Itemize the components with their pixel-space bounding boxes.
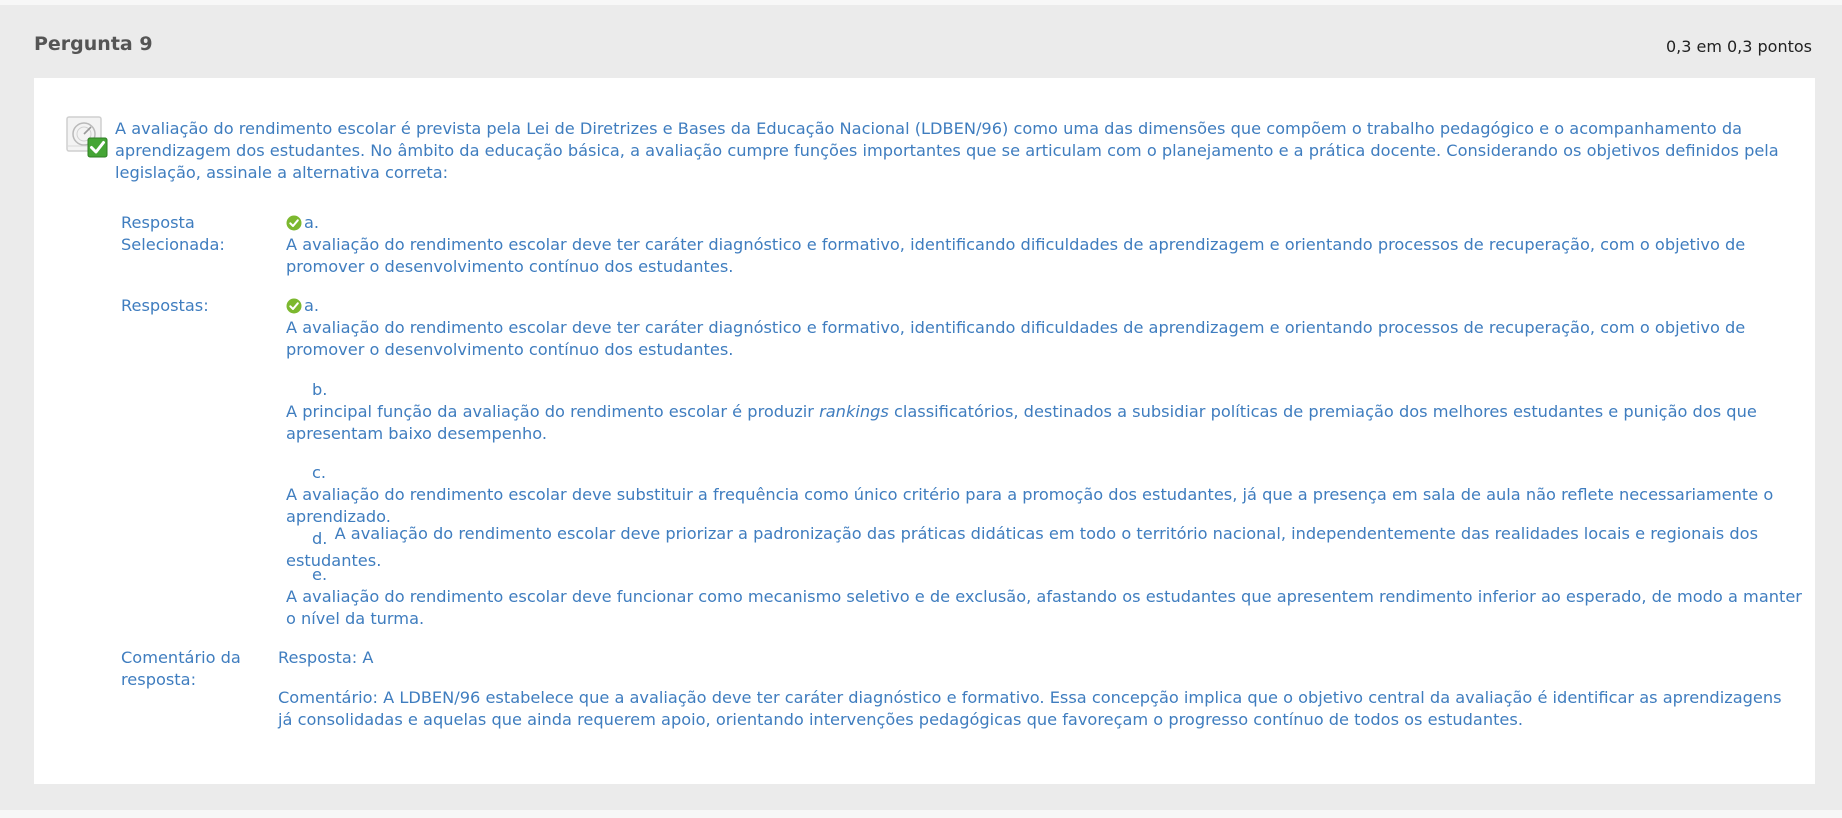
question-header bbox=[34, 33, 1812, 59]
check-icon bbox=[286, 215, 302, 231]
answer-option-letter-row bbox=[286, 295, 1806, 317]
question-points: 0,3 em 0,3 pontos bbox=[1665, 37, 1812, 56]
answer-option-text-part: A principal função da avaliação do rendimento escolar é produzir bbox=[286, 402, 820, 421]
selected-answer-label-line1: Resposta bbox=[121, 213, 195, 232]
question-panel bbox=[0, 5, 1842, 810]
answer-option-text: A avaliação do rendimento escolar deve substituir a frequência como único critério para a promoção dos estudantes, já que a presença em sala de aula não reflete necessariamente o aprendizado. bbox=[286, 485, 1774, 526]
check-icon bbox=[286, 298, 302, 314]
answer-option-a bbox=[286, 295, 1806, 361]
correct-answer-icon bbox=[66, 116, 108, 158]
answer-option-e bbox=[286, 564, 1806, 630]
answer-option-text-italic: rankings bbox=[819, 402, 889, 421]
answer-option-letter-row bbox=[286, 379, 1806, 401]
answers-label: Respostas: bbox=[121, 296, 209, 315]
answer-option-letter: a. bbox=[304, 296, 320, 315]
selected-answer-text: A avaliação do rendimento escolar deve ter caráter diagnóstico e formativo, identificando dificuldades de aprendizagem e orientando processos de recuperação, com o objetivo de promover o desenvolvimento contínuo dos estudantes. bbox=[286, 235, 1746, 276]
answer-option-letter: c. bbox=[312, 463, 327, 482]
answer-option-b bbox=[286, 379, 1806, 445]
feedback-comment: Comentário: A LDBEN/96 estabelece que a avaliação deve ter caráter diagnóstico e formativo. Essa concepção implica que o objetivo central da avaliação é identificar as aprendizagens já consolidadas e aquelas que ainda requerem apoio, orientando intervenções pedagógicas que favoreçam o progresso contínuo de todos os estudantes. bbox=[278, 688, 1782, 729]
selected-answer-letter-row bbox=[286, 212, 1806, 234]
answer-option-c bbox=[286, 462, 1806, 528]
answer-option-text-part: classificatórios, destinados a subsidiar políticas de premiação dos melhores estudantes e punição dos que apresentam baixo desempenho. bbox=[286, 402, 1757, 443]
feedback-content bbox=[278, 647, 1798, 731]
answer-option-letter: b. bbox=[312, 380, 328, 399]
answer-option-text: A avaliação do rendimento escolar deve ter caráter diagnóstico e formativo, identificando dificuldades de aprendizagem e orientando processos de recuperação, com o objetivo de promover o desenvolvimento contínuo dos estudantes. bbox=[286, 318, 1746, 359]
answer-option-text bbox=[286, 401, 1806, 445]
selected-answer-label-line2: Selecionada: bbox=[121, 235, 225, 254]
feedback-label-line1: Comentário da bbox=[121, 648, 241, 667]
answer-option-text: A avaliação do rendimento escolar deve priorizar a padronização das práticas didáticas em todo o território nacional, independentemente das realidades locais e regionais dos estudantes. bbox=[286, 524, 1759, 570]
answer-option-letter: d. bbox=[312, 529, 328, 548]
answer-option-letter: e. bbox=[312, 565, 328, 584]
question-card bbox=[34, 78, 1815, 784]
answer-option-letter-row bbox=[286, 564, 1806, 586]
question-text: A avaliação do rendimento escolar é prevista pela Lei de Diretrizes e Bases da Educação Nacional (LDBEN/96) como uma das dimensões que compõem o trabalho pedagógico e o acompanhamento da aprendizagem dos estudantes. No âmbito da educação básica, a avaliação cumpre funções importantes que se articulam com o planejamento e a prática docente. Considerando os objetivos definidos pela legislação, assinale a alternativa correta: bbox=[115, 119, 1779, 182]
selected-answer bbox=[286, 212, 1806, 278]
answer-option-letter-row bbox=[286, 523, 1806, 570]
answer-option-d bbox=[286, 523, 1806, 570]
answer-option-letter-row bbox=[286, 462, 1806, 484]
question-title: Pergunta 9 bbox=[34, 33, 153, 55]
feedback-answer: Resposta: A bbox=[278, 648, 374, 667]
selected-answer-label bbox=[121, 212, 225, 256]
feedback-label-line2: resposta: bbox=[121, 670, 197, 689]
feedback-label bbox=[121, 647, 241, 691]
answer-option-text: A avaliação do rendimento escolar deve funcionar como mecanismo seletivo e de exclusão, afastando os estudantes que apresentem rendimento inferior ao esperado, de modo a manter o nível da turma. bbox=[286, 587, 1802, 628]
selected-answer-letter: a. bbox=[304, 213, 320, 232]
